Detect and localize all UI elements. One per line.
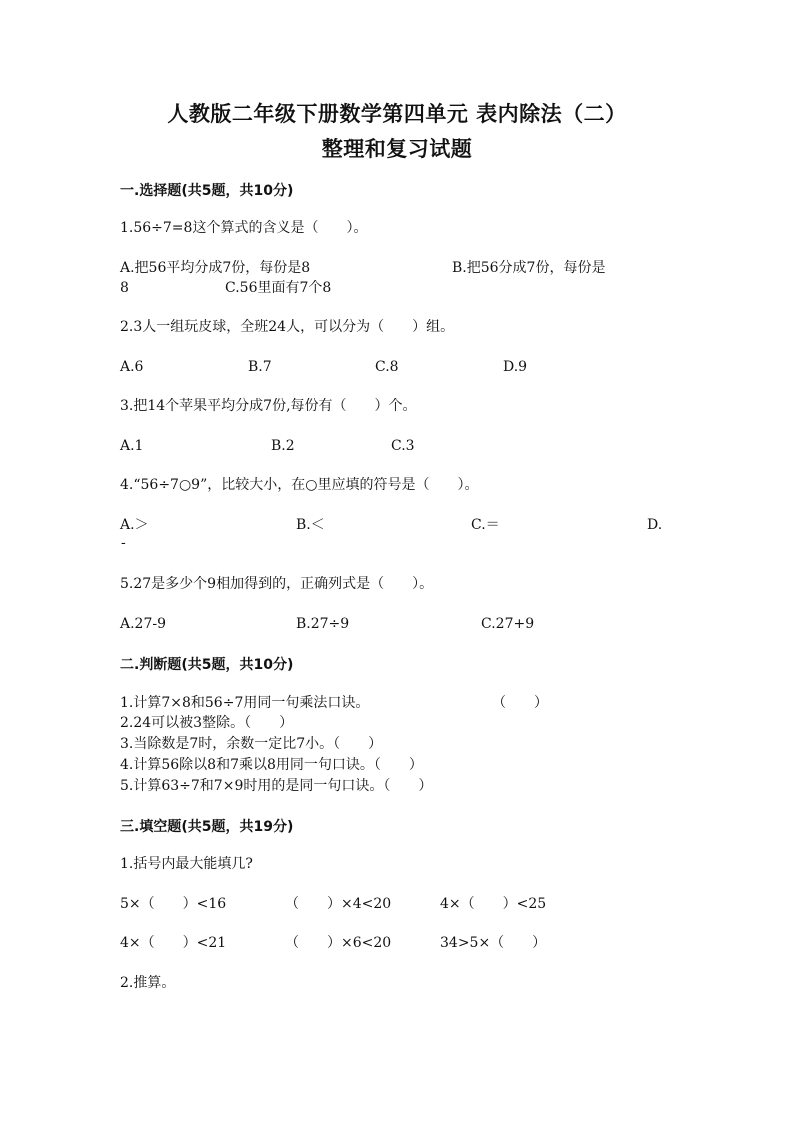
- choice-q1-stem: 1.56÷7=8这个算式的含义是（ ）。: [120, 220, 368, 236]
- choice-q2-stem: 2.3人一组玩皮球，全班24人，可以分为（ ）组。: [120, 319, 455, 335]
- fill-q2-stem: 2.推算。: [120, 975, 176, 991]
- choice-q3-option-a: A.1: [120, 438, 144, 454]
- choice-q3-option-c: C.3: [391, 438, 415, 454]
- fill-q1-stem: 1.括号内最大能填几?: [120, 856, 253, 872]
- choice-q1-option-b: B.把56分成7份，每份是: [452, 260, 606, 276]
- choice-q5-stem: 5.27是多少个9相加得到的，正确列式是（ ）。: [120, 576, 434, 592]
- page-subtitle: 整理和复习试题: [321, 137, 473, 161]
- choice-q2-option-d: D.9: [503, 359, 528, 375]
- fill-q1-item-4: 4×（ ）<21: [120, 935, 227, 951]
- section-heading-choice: 一.选择题(共5题，共10分): [120, 183, 294, 199]
- choice-q4-option-d: D.: [647, 517, 663, 533]
- choice-q5-option-b: B.27÷9: [296, 616, 350, 632]
- fill-q1-item-5: （ ）×6<20: [285, 935, 392, 951]
- choice-q4-option-b: B.＜: [296, 517, 325, 533]
- choice-q2-option-a: A.6: [120, 359, 144, 375]
- fill-q1-item-1: 5×（ ）<16: [120, 896, 227, 912]
- choice-q3-option-b: B.2: [271, 438, 295, 454]
- fill-q1-item-3: 4×（ ）<25: [440, 896, 547, 912]
- choice-q1-option-c: C.56里面有7个8: [225, 280, 332, 296]
- choice-q1-option-a: A.把56平均分成7份，每份是8: [120, 260, 311, 276]
- choice-q4-option-a: A.＞: [120, 517, 149, 533]
- judge-q1-blank: （ ）: [492, 695, 548, 711]
- choice-q3-stem: 3.把14个苹果平均分成7份,每份有（ ）个。: [120, 398, 417, 414]
- judge-q4: 4.计算56除以8和7乘以8用同一句口诀。（ ）: [120, 757, 423, 773]
- fill-q1-item-6: 34>5×（ ）: [440, 935, 547, 951]
- judge-q5: 5.计算63÷7和7×9时用的是同一句口诀。（ ）: [120, 778, 433, 794]
- choice-q4-option-d-continued: -: [121, 535, 126, 551]
- judge-q2: 2.24可以被3整除。（ ）: [120, 715, 294, 731]
- fill-q1-item-2: （ ）×4<20: [285, 896, 392, 912]
- choice-q1-option-b-continued: 8: [120, 280, 129, 296]
- choice-q5-option-c: C.27+9: [481, 616, 535, 632]
- section-heading-judge: 二.判断题(共5题，共10分): [120, 657, 294, 673]
- page-title: 人教版二年级下册数学第四单元 表内除法（二）: [167, 102, 627, 126]
- section-heading-fill: 三.填空题(共5题，共19分): [120, 819, 294, 835]
- choice-q4-option-c: C.＝: [471, 517, 500, 533]
- choice-q4-stem: 4.“56÷7○9”，比较大小，在○里应填的符号是（ ）。: [120, 477, 479, 493]
- judge-q3: 3.当除数是7时，余数一定比7小。（ ）: [120, 736, 383, 752]
- choice-q2-option-c: C.8: [375, 359, 399, 375]
- choice-q5-option-a: A.27-9: [120, 616, 167, 632]
- choice-q2-option-b: B.7: [248, 359, 272, 375]
- judge-q1: 1.计算7×8和56÷7用同一句乘法口诀。: [120, 695, 370, 711]
